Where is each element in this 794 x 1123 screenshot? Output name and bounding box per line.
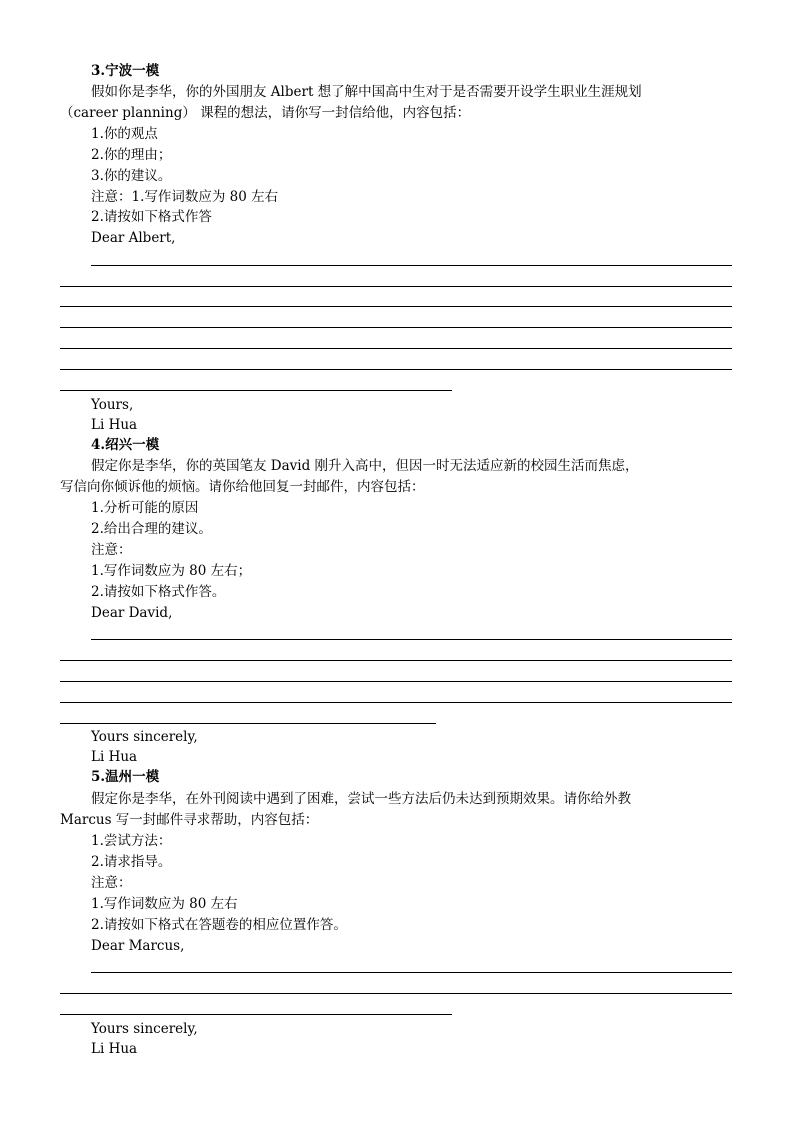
answer-line: [91, 265, 732, 266]
prompt-text: 假定你是李华，你的英国笔友 David 刚升入高中，但因一时无法适应新的校园生活而焦虑，: [91, 458, 639, 474]
salutation: Dear Albert,: [91, 230, 176, 246]
section-heading: 3.宁波一模: [91, 63, 160, 79]
answer-line: [91, 972, 732, 973]
prompt-text: 写信向你倾诉他的烦恼。请你给他回复一封邮件，内容包括：: [60, 479, 425, 495]
content-item: 1.尝试方法：: [91, 833, 172, 849]
answer-line: [60, 327, 732, 328]
content-item: 2.给出合理的建议。: [91, 521, 212, 537]
answer-line: [60, 681, 732, 682]
answer-line: [60, 1014, 452, 1015]
answer-line: [60, 348, 732, 349]
prompt-text: Marcus 写一封邮件寻求帮助，内容包括：: [60, 812, 319, 828]
answer-line: [60, 993, 732, 994]
content-item: 1.分析可能的原因: [91, 500, 199, 516]
closing: Yours,: [91, 397, 134, 413]
section-heading: 5.温州一模: [91, 769, 160, 785]
answer-line: [91, 639, 732, 640]
answer-line: [60, 390, 452, 391]
note-text: 注意：: [91, 875, 132, 891]
answer-line: [60, 660, 732, 661]
answer-line: [60, 306, 732, 307]
signature: Li Hua: [91, 417, 138, 433]
note-text: 1.写作词数应为 80 左右: [91, 896, 238, 912]
closing: Yours sincerely,: [91, 1021, 198, 1037]
signature: Li Hua: [91, 1041, 138, 1057]
closing: Yours sincerely,: [91, 729, 198, 745]
section-heading: 4.绍兴一模: [91, 437, 160, 453]
prompt-text: 假如你是李华，你的外国朋友 Albert 想了解中国高中生对于是否需要开设学生职业生涯规划: [91, 84, 642, 100]
note-text: 2.请按如下格式在答题卷的相应位置作答。: [91, 917, 347, 933]
note-text: 2.请按如下格式作答: [91, 209, 212, 225]
answer-line: [60, 369, 732, 370]
answer-line: [60, 723, 436, 724]
content-item: 2.你的理由；: [91, 147, 172, 163]
content-item: 3.你的建议。: [91, 168, 172, 184]
note-text: 1.写作词数应为 80 左右；: [91, 563, 252, 579]
salutation: Dear Marcus,: [91, 938, 185, 954]
answer-line: [60, 702, 732, 703]
content-item: 1.你的观点: [91, 126, 158, 142]
note-text: 2.请按如下格式作答。: [91, 584, 226, 600]
signature: Li Hua: [91, 749, 138, 765]
salutation: Dear David,: [91, 605, 173, 621]
answer-line: [60, 286, 732, 287]
note-text: 注意：1.写作词数应为 80 左右: [91, 189, 279, 205]
prompt-text: 假定你是李华，在外刊阅读中遇到了困难，尝试一些方法后仍未达到预期效果。请你给外教: [91, 791, 631, 807]
content-item: 2.请求指导。: [91, 854, 172, 870]
note-text: 注意：: [91, 542, 132, 558]
prompt-text: （career planning） 课程的想法，请你写一封信给他，内容包括：: [60, 105, 471, 121]
